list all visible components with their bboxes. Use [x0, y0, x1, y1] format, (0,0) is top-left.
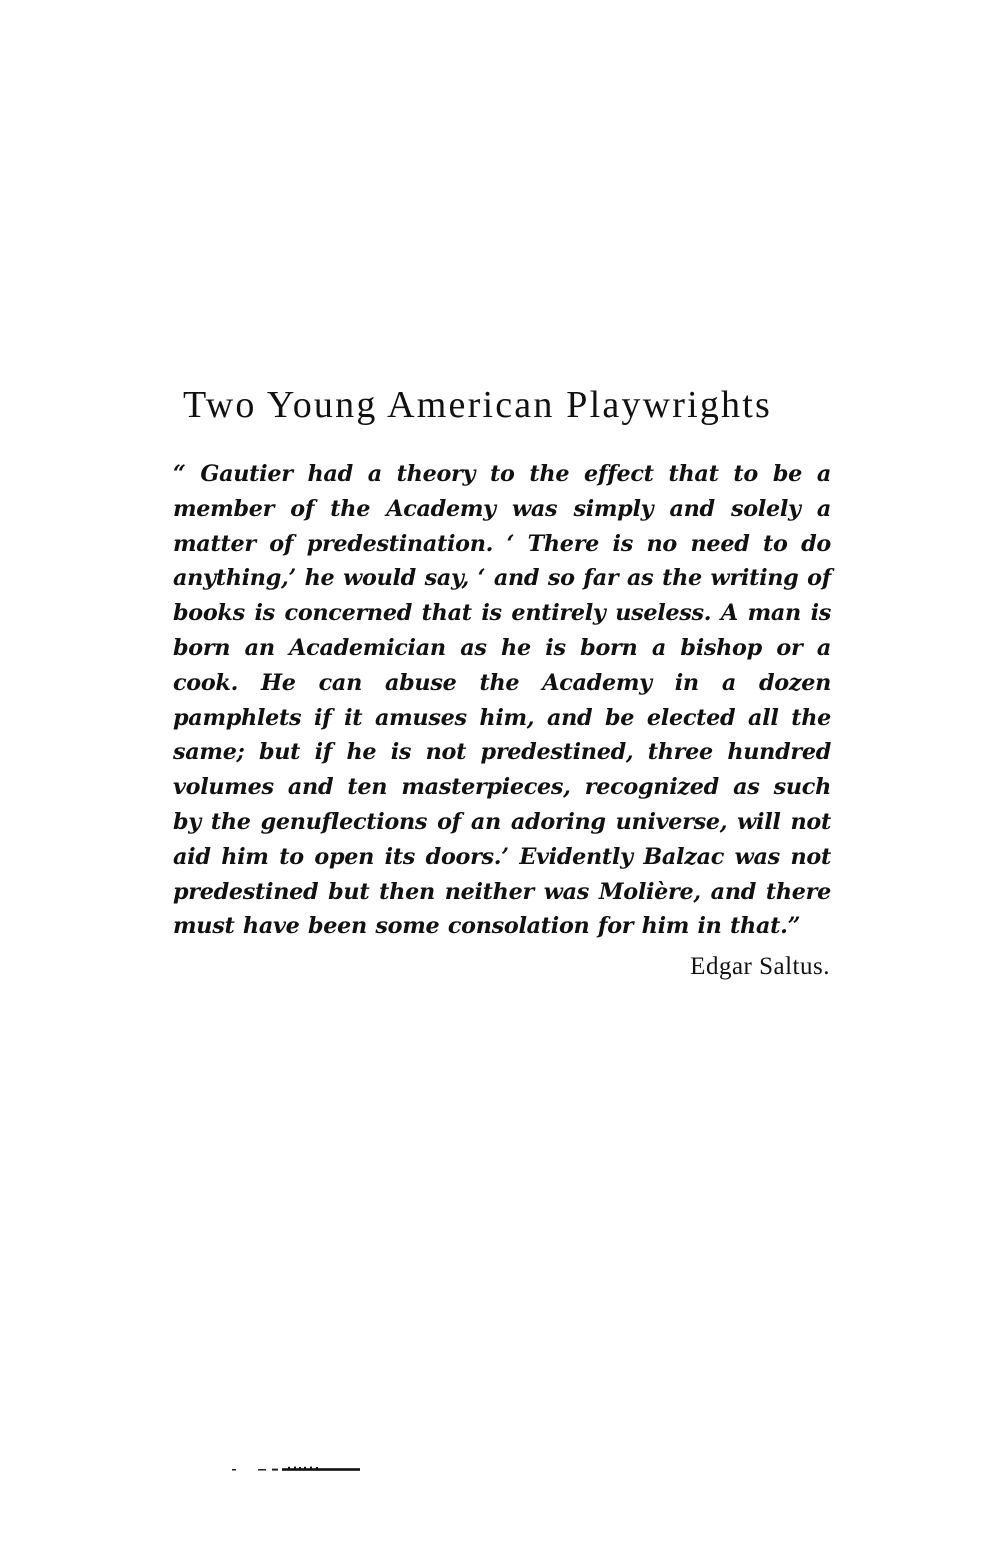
epigraph-quote: “ Gautier had a theory to the effect that to be a member of the Academy was simply and solely a matter of predestination. ‘ There is no need to do anything,’ he would say, ‘ and so far as the writing of books is concerned that is entirely useless. A man is born an Academician as he is born a bishop or a cook. He can abuse the Academy in a dozen pamphlets if it amuses him, and be elected all the same; but if he is not predestined, three hundred volumes and ten masterpieces, recognized as such by the genuflections of an adoring universe, will not aid him to open its doors.’ Evidently Balzac was not predestined but then neither was Molière, and there must have been some consolation for him in that.”	[173, 461, 831, 940]
running-title: Two Young American Playwrights	[183, 384, 773, 426]
scan-smudge-mark	[232, 1466, 360, 1472]
quote-attribution: Edgar Saltus.	[690, 953, 830, 980]
